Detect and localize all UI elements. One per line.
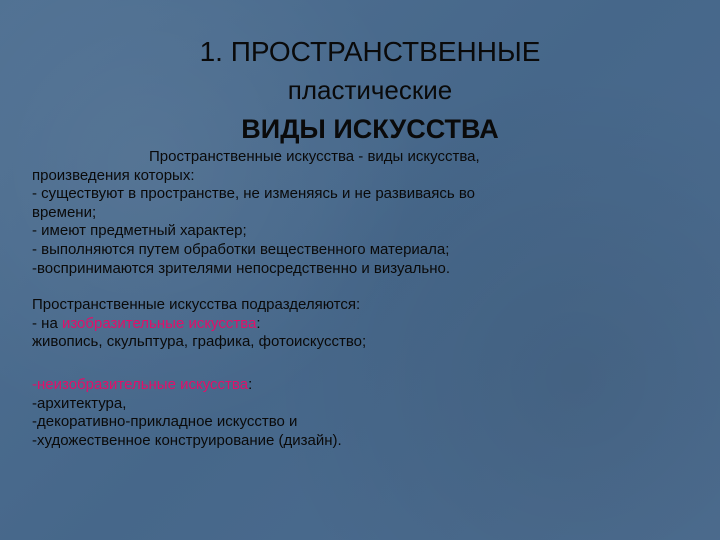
definition-line-7: -воспринимаются зрителями непосредственно и визуально. [32, 259, 451, 277]
spacer [32, 278, 692, 296]
title-line-3: ВИДЫ ИСКУССТВА [241, 114, 499, 144]
title-line-1: 1. ПРОСТРАНСТВЕННЫЕ [199, 36, 541, 67]
definition-line-3: - существуют в пространстве, не изменяясь и не развиваясь во [32, 185, 475, 203]
non-fine-item-2: -декоративно-прикладное искусство и [32, 413, 298, 431]
subdivision-intro: Пространственные искусства подразделяются: [32, 296, 361, 314]
definition-line-2: произведения которых: [32, 166, 195, 184]
fine-arts-suffix: : [256, 314, 261, 332]
definition-line-4: времени; [32, 203, 97, 221]
slide-title [150, 32, 590, 149]
definition-line-6: - выполняются путем обработки вещественного материала; [32, 240, 450, 258]
non-fine-arts-term: -неизобразительные искусства [32, 375, 249, 393]
definition-line-1: Пространственные искусства - виды искусства, [149, 148, 480, 165]
non-fine-arts-line [32, 376, 692, 395]
fine-arts-line [32, 315, 692, 334]
non-fine-item-3: -художественное конструирование (дизайн). [32, 431, 342, 449]
fine-arts-prefix: - на [32, 314, 62, 332]
slide-body [32, 148, 692, 450]
definition-line-5: - имеют предметный характер; [32, 222, 247, 240]
non-fine-arts-suffix: : [248, 375, 253, 393]
title-line-2: пластические [287, 75, 453, 105]
fine-arts-term: изобразительные искусства [61, 314, 257, 332]
non-fine-item-1: -архитектура, [32, 394, 127, 412]
spacer [32, 352, 692, 376]
fine-arts-list: живопись, скульптура, графика, фотоискусство; [32, 333, 367, 351]
